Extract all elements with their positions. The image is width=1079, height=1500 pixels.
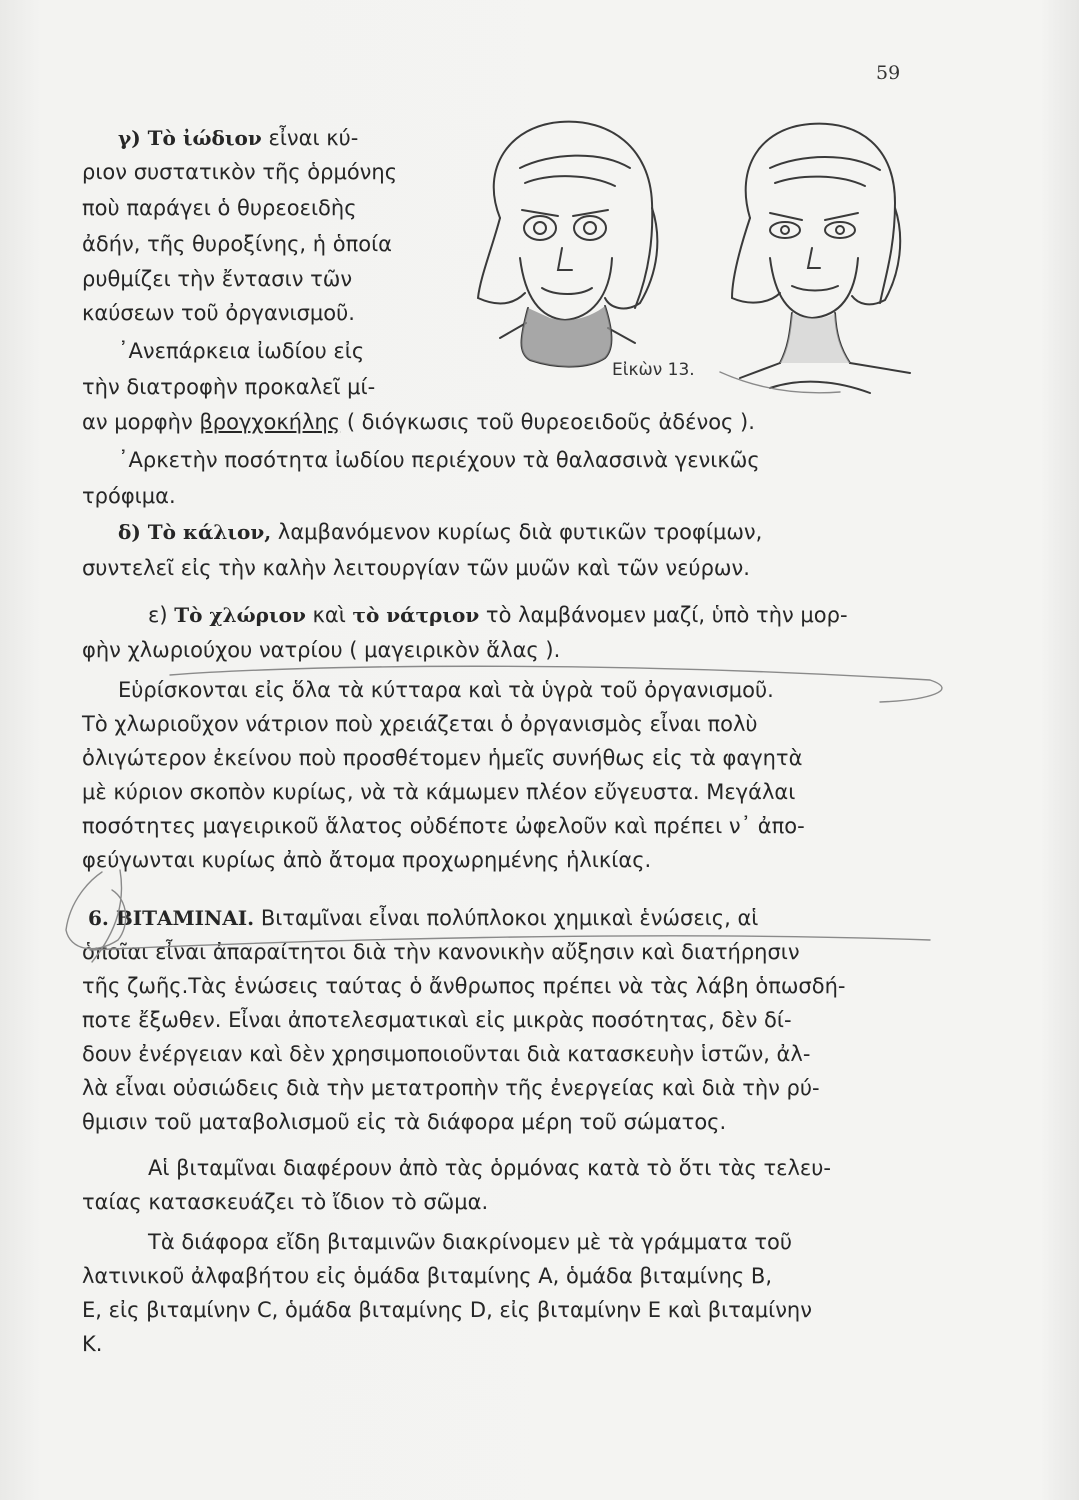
vitamins-line1-rest: Βιταμῖναι εἶναι πολύπλοκοι χημικαὶ ἑνώσεις, αἱ [260, 906, 759, 930]
vitamins-line: Κ. [82, 1332, 103, 1356]
chlorine-line: ὀλιγώτερον ἐκείνου ποὺ προσθέτομεν ἡμεῖς συνήθως εἰς τὰ φαγητὰ [82, 746, 803, 770]
iodine-line: ρυθμίζει τὴν ἔντασιν τῶν [82, 267, 353, 291]
chlorine-line: Τὸ χλωριοῦχον νάτριον ποὺ χρειάζεται ὁ ὀργανισμὸς εἶναι πολὺ [82, 712, 758, 736]
iodine-line: ἀδήν, τῆς θυροξίνης, ἡ ὁποία [82, 232, 393, 256]
chlorine-line: Εὑρίσκονται εἰς ὅλα τὰ κύτταρα καὶ τὰ ὑγρὰ τοῦ ὀργανισμοῦ. [118, 678, 774, 702]
iodine-line: ποὺ παράγει ὁ θυρεοειδὴς [82, 196, 357, 220]
sodium-heading: τὸ νάτριον [352, 603, 480, 627]
vitamins-heading: 6. ΒΙΤΑΜΙΝΑΙ. [88, 906, 255, 930]
chlorine-line: μὲ κύριον σκοπὸν κυρίως, νὰ τὰ κάμωμεν πλέον εὔγευστα. Μεγάλαι [82, 780, 796, 804]
potassium-line: συντελεῖ εἰς τὴν καλὴν λειτουργίαν τῶν μυῶν καὶ τῶν νεύρων. [82, 556, 750, 580]
vitamins-line: δουν ἐνέργειαν καὶ δὲν χρησιμοποιοῦνται διὰ κατασκευὴν ἱστῶν, ἀλ- [82, 1042, 811, 1066]
chlorine-line1-rest: τὸ λαμβάνομεν μαζί, ὑπὸ τὴν μορ- [485, 603, 848, 627]
page-number: 59 [876, 62, 901, 84]
vitamins-line: λατινικοῦ ἀλφαβήτου εἰς ὁμάδα βιταμίνης Α, ὁμάδα βιταμίνης Β, [82, 1264, 772, 1288]
vitamins-line: Τὰ διάφορα εἴδη βιταμινῶν διακρίνομεν μὲ τὰ γράμματα τοῦ [148, 1230, 792, 1254]
figure-caption: Εἰκὼν 13. [612, 360, 695, 380]
goiter-prefix: αν μορφὴν [82, 410, 193, 434]
vitamins-line: θμισιν τοῦ ματαβολισμοῦ εἰς τὰ διάφορα μέρη τοῦ σώματος. [82, 1110, 727, 1134]
chlorine-line: φὴν χλωριούχου νατρίου ( μαγειρικὸν ἅλας ). [82, 638, 561, 662]
iodine-line: καύσεων τοῦ ὀργανισμοῦ. [82, 301, 355, 325]
iodine-line1-rest: εἶναι κύ- [268, 126, 359, 150]
chlorine-and: καὶ [312, 603, 346, 627]
chlorine-heading: Τὸ χλώριον [174, 603, 306, 627]
vitamins-line: Ε, εἰς βιταμίνην C, ὁμάδα βιταμίνης D, εἰς βιταμίνην Ε καὶ βιταμίνην [82, 1298, 812, 1322]
vitamins-line: ποτε ἔξωθεν. Εἶναι ἀποτελεσματικαὶ εἰς μικρὰς ποσότητας, δὲν δί- [82, 1008, 792, 1032]
potassium-heading: δ) Τὸ κάλιον, [118, 520, 272, 544]
vitamins-line: ταίας κατασκευάζει τὸ ἴδιον τὸ σῶμα. [82, 1190, 489, 1214]
iodine-line: τὴν διατροφὴν προκαλεῖ μί- [82, 375, 376, 399]
chlorine-line: φεύγωνται κυρίως ἀπὸ ἄτομα προχωρημένης ἡλικίας. [82, 848, 652, 872]
goiter-word: βρογχοκήλης [199, 410, 341, 434]
vitamins-line: λὰ εἶναι οὐσιώδεις διὰ τὴν μετατροπὴν τῆς ἐνεργείας καὶ διὰ τὴν ρύ- [82, 1076, 820, 1100]
iodine-heading: γ) Τὸ ἰώδιον [118, 126, 262, 150]
potassium-line1-rest: λαμβανόμενον κυρίως διὰ φυτικῶν τροφίμων, [277, 520, 763, 544]
vitamins-line: Αἱ βιταμῖναι διαφέρουν ἀπὸ τὰς ὁρμόνας κατὰ τὸ ὅτι τὰς τελευ- [148, 1156, 831, 1180]
iodine-line: ᾿Ανεπάρκεια ἰωδίου εἰς [118, 339, 365, 363]
vitamins-line: τῆς ζωῆς.Τὰς ἑνώσεις ταύτας ὁ ἄνθρωπος πρέπει νὰ τὰς λάβη ὁπωσδή- [82, 974, 846, 998]
chlorine-line: ποσότητες μαγειρικοῦ ἅλατος οὐδέποτε ὠφελοῦν καὶ πρέπει ν᾿ ἀπο- [82, 814, 805, 838]
chlorine-prefix: ε) [148, 603, 168, 627]
vitamins-line: ὁποῖαι εἶναι ἀπαραίτητοι διὰ τὴν κανονικὴν αὔξησιν καὶ διατήρησιν [82, 940, 800, 964]
goiter-suffix: ( διόγκωσις τοῦ θυρεοειδοῦς ἀδένος ). [346, 410, 755, 434]
iodine-food-line: ᾿Αρκετὴν ποσότητα ἰωδίου περιέχουν τὰ θαλασσινὰ γενικῶς [118, 448, 760, 472]
iodine-food-line: τρόφιμα. [82, 484, 176, 508]
iodine-line: ριον συστατικὸν τῆς ὁρμόνης [82, 160, 398, 184]
